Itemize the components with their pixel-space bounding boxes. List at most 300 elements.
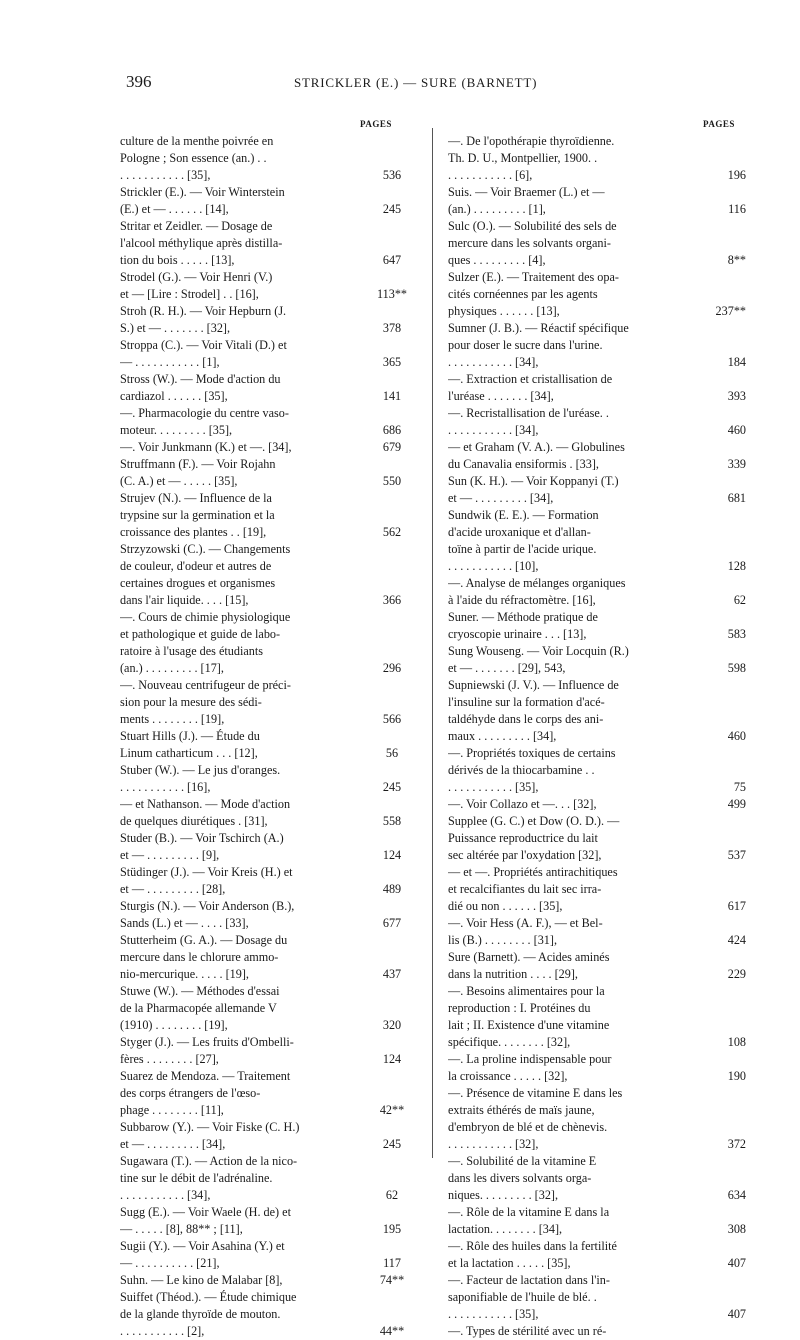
entry-page: 296 [382,661,402,675]
entry-text: Pologne ; Son essence (an.) . . [120,151,267,165]
index-entry-line [120,235,416,252]
entry-text: niques. . . . . . . . . [32], [448,1188,559,1202]
index-entry-line [120,1017,416,1034]
entry-text: (an.) . . . . . . . . . [17], [120,661,224,675]
index-entry-line [120,643,416,660]
index-entry-line [120,1068,416,1085]
entry-text: Stuwe (W.). — Méthodes d'essai [120,984,280,998]
entry-text: —. Besoins alimentaires pour la [448,984,605,998]
entry-page: 365 [382,355,402,369]
entry-text: —. La proline indispensable pour [448,1052,612,1066]
index-entry-line [448,201,746,218]
index-entry-line [120,1323,416,1340]
index-entry-line [448,303,746,320]
index-entry-line [120,1289,416,1306]
index-entry-line [120,847,416,864]
index-entry-line [448,1289,746,1306]
index-entry-line [120,745,416,762]
index-entry-line [448,1136,746,1153]
entry-text: taldéhyde dans le corps des ani- [448,712,604,726]
entry-text: Studer (B.). — Voir Tschirch (A.) [120,831,284,845]
entry-text: Stuber (W.). — Le jus d'oranges. [120,763,281,777]
index-entry-line [120,1000,416,1017]
entry-text: . . . . . . . . . . . [34], [120,1188,211,1202]
entry-page: 190 [727,1069,746,1083]
entry-page: 407 [727,1256,746,1270]
entry-text: — . . . . . . . . . . [21], [120,1256,220,1270]
index-entry-line [448,252,746,269]
entry-text: Struffmann (F.). — Voir Rojahn [120,457,276,471]
index-entry-line [120,813,416,830]
entry-page: 598 [727,661,746,675]
entry-text: Sundwik (E. E.). — Formation [448,508,599,522]
entry-page: 677 [382,916,402,930]
index-entry-line [448,898,746,915]
entry-text: (1910) . . . . . . . . [19], [120,1018,228,1032]
entry-text: . . . . . . . . . . . [32], [448,1137,539,1151]
index-entry-line [448,541,746,558]
entry-text: Sulc (O.). — Solubilité des sels de [448,219,617,233]
entry-text: de la Pharmacopée allemande V [120,1001,277,1015]
entry-page: 108 [727,1035,746,1049]
entry-text: Suiffet (Théod.). — Étude chimique [120,1290,297,1304]
index-entry-line [120,405,416,422]
entry-text: (E.) et — . . . . . . [14], [120,202,229,216]
entry-page: 393 [727,389,746,403]
entry-text: . . . . . . . . . . . [34], [448,423,539,437]
entry-page: 117 [383,1256,401,1270]
entry-text: . . . . . . . . . . . [2], [120,1324,205,1338]
entry-text: . . . . . . . . . . . [35], [448,780,539,794]
index-entry-line [448,337,746,354]
entry-text: Suner. — Méthode pratique de [448,610,598,624]
index-entry-line [448,796,746,813]
entry-text: extraits éthérés de maïs jaune, [448,1103,595,1117]
index-entry-line [120,133,416,150]
index-entry-line [448,677,746,694]
entry-page: 437 [382,967,402,981]
index-entry-line [448,1170,746,1187]
index-entry-line [448,558,746,575]
entry-page: 499 [727,797,746,811]
entry-page: 366 [382,593,402,607]
index-entry-line [448,694,746,711]
index-entry-line [448,524,746,541]
entry-text: tine sur le débit de l'adrénaline. [120,1171,273,1185]
entry-text: dans l'air liquide. . . . [15], [120,593,249,607]
entry-text: et — . . . . . . . . . [28], [120,882,226,896]
index-entry-line [448,1051,746,1068]
entry-page: 245 [382,202,402,216]
entry-text: — et Graham (V. A.). — Globulines [448,440,625,454]
index-entry-line [448,388,746,405]
entry-text: Sun (K. H.). — Voir Koppanyi (T.) [448,474,619,488]
index-entry-line [120,490,416,507]
entry-text: Stritar et Zeidler. — Dosage de [120,219,273,233]
entry-page: 128 [727,559,746,573]
running-head: STRICKLER (E.) — SURE (BARNETT) [294,75,538,90]
entry-text: Sulzer (E.). — Traitement des opa- [448,270,619,284]
entry-text: lis (B.) . . . . . . . . [31], [448,933,558,947]
index-entry-line [120,388,416,405]
entry-page: 460 [727,423,746,437]
entry-text: Strodel (G.). — Voir Henri (V.) [120,270,273,284]
index-entry-line [448,609,746,626]
entry-page: 378 [382,321,402,335]
entry-page: 44** [379,1324,405,1338]
entry-text: Suis. — Voir Braemer (L.) et — [448,185,605,199]
index-entry-line [120,881,416,898]
column-divider [432,128,433,1158]
entry-text: moteur. . . . . . . . . [35], [120,423,233,437]
index-entry-line [448,1119,746,1136]
entry-page: 196 [727,168,746,182]
index-entry-line [448,218,746,235]
entry-page: 536 [382,168,402,182]
entry-text: reproduction : I. Protéines du [448,1001,591,1015]
entry-text: Supplee (G. C.) et Dow (O. D.). — [448,814,620,828]
index-entry-line [448,847,746,864]
entry-page: 245 [382,780,402,794]
index-entry-line [448,320,746,337]
entry-text: et pathologique et guide de labo- [120,627,281,641]
entry-text: la croissance . . . . . [32], [448,1069,568,1083]
index-entry-line [448,507,746,524]
entry-text: et — . . . . . . . [29], 543, [448,661,566,675]
entry-text: —. Extraction et cristallisation de [448,372,613,386]
entry-text: de la glande thyroïde de mouton. [120,1307,281,1321]
index-entry-line [448,864,746,881]
entry-page: 42** [379,1103,405,1117]
index-entry-line [448,286,746,303]
entry-text: toïne à partir de l'acide urique. [448,542,597,556]
index-entry-line [120,1136,416,1153]
entry-text: dérivés de la thiocarbamine . . [448,763,595,777]
index-entry-line [120,677,416,694]
index-entry-line [448,1102,746,1119]
index-entry-line [448,184,746,201]
index-entry-line [120,796,416,813]
index-entry-line [120,694,416,711]
index-entry-line [448,422,746,439]
entry-text: . . . . . . . . . . . [35], [448,1307,539,1321]
index-entry-line [448,405,746,422]
entry-text: et — . . . . . . . . . [34], [120,1137,226,1151]
index-entry-line [120,354,416,371]
entry-page: 679 [382,440,402,454]
entry-text: — . . . . . . . . . . . [1], [120,355,220,369]
entry-text: — . . . . . [8], 88** ; [11], [120,1222,243,1236]
entry-page: 116 [728,202,746,216]
entry-text: — et Nathanson. — Mode d'action [120,797,291,811]
entry-text: —. Nouveau centrifugeur de préci- [120,678,291,692]
index-entry-line [448,1085,746,1102]
entry-text: tion du bois . . . . . [13], [120,253,235,267]
entry-page: 74** [379,1273,405,1287]
entry-page: 686 [382,423,402,437]
index-entry-line [120,439,416,456]
index-entry-line [448,1017,746,1034]
entry-text: lactation. . . . . . . . [34], [448,1222,563,1236]
index-entry-line [120,1255,416,1272]
entry-text: —. Cours de chimie physiologique [120,610,291,624]
entry-text: Strzyzowski (C.). — Changements [120,542,291,556]
entry-text: certaines drogues et organismes [120,576,276,590]
index-entry-line [448,167,746,184]
index-entry-line [448,1272,746,1289]
entry-text: et — . . . . . . . . . [9], [120,848,220,862]
entry-text: et — [Lire : Strodel] . . [16], [120,287,259,301]
index-entry-line [120,864,416,881]
entry-text: des corps étrangers de l'œso- [120,1086,261,1100]
entry-page: 339 [727,457,746,471]
entry-text: mercure dans le chlorure ammo- [120,950,279,964]
entry-page: 75 [733,780,746,794]
index-entry-line [448,473,746,490]
entry-text: Sure (Barnett). — Acides aminés [448,950,610,964]
index-entry-line [120,660,416,677]
entry-page: 372 [727,1137,746,1151]
entry-text: dié ou non . . . . . . [35], [448,899,563,913]
entry-page: 113** [376,287,408,301]
entry-page: 617 [727,899,746,913]
entry-text: sec altérée par l'oxydation [32], [448,848,602,862]
index-entry-line [120,541,416,558]
entry-text: —. Solubilité de la vitamine E [448,1154,597,1168]
index-entry-line [120,269,416,286]
entry-text: —. Voir Collazo et —. . . [32], [448,797,597,811]
index-entry-line [120,1221,416,1238]
entry-text: Sugg (E.). — Voir Waele (H. de) et [120,1205,291,1219]
entry-text: —. Voir Junkmann (K.) et —. [34], [120,440,292,454]
entry-text: Sands (L.) et — . . . . [33], [120,916,249,930]
index-entry-line [120,728,416,745]
entry-text: Stross (W.). — Mode d'action du [120,372,281,386]
entry-text: Sturgis (N.). — Voir Anderson (B.), [120,899,295,913]
entry-text: ques . . . . . . . . . [4], [448,253,546,267]
entry-page: 320 [382,1018,402,1032]
entry-text: dans la nutrition . . . . [29], [448,967,578,981]
entry-text: croissance des plantes . . [19], [120,525,267,539]
index-entry-line [448,915,746,932]
entry-text: . . . . . . . . . . . [16], [120,780,211,794]
entry-page: 424 [727,933,746,947]
index-entry-line [120,337,416,354]
index-entry-line [448,1204,746,1221]
entry-text: Supniewski (J. V.). — Influence de [448,678,619,692]
entry-page: 124 [382,848,402,862]
entry-page: 62 [733,593,746,607]
index-entry-line [120,1272,416,1289]
entry-text: culture de la menthe poivrée en [120,134,274,148]
entry-text: cryoscopie urinaire . . . [13], [448,627,587,641]
index-entry-line [448,983,746,1000]
entry-text: Th. D. U., Montpellier, 1900. . [448,151,598,165]
index-entry-line [120,371,416,388]
entry-page: 562 [382,525,402,539]
index-entry-line [448,643,746,660]
entry-text: Strickler (E.). — Voir Winterstein [120,185,285,199]
index-entry-line [120,252,416,269]
index-entry-line [120,592,416,609]
entry-text: de couleur, d'odeur et autres de [120,559,272,573]
entry-page: 229 [727,967,746,981]
entry-text: mercure dans les solvants organi- [448,236,611,250]
index-entry-line [448,966,746,983]
entry-text: cardiazol . . . . . . [35], [120,389,228,403]
index-entry-line [448,830,746,847]
entry-text: Strujev (N.). — Influence de la [120,491,272,505]
entry-text: Stutterheim (G. A.). — Dosage du [120,933,288,947]
index-entry-line [448,490,746,507]
index-entry-line [120,830,416,847]
index-entry-line [120,1102,416,1119]
index-entry-line [448,1187,746,1204]
index-entry-line [448,1153,746,1170]
index-entry-line [448,728,746,745]
index-entry-line [120,167,416,184]
index-entry-line [120,575,416,592]
entry-page: 245 [382,1137,402,1151]
entry-text: Sumner (J. B.). — Réactif spécifique [448,321,629,335]
entry-page: 460 [727,729,746,743]
index-entry-line [448,1323,746,1340]
entry-text: et — . . . . . . . . . [34], [448,491,554,505]
index-entry-line [120,966,416,983]
entry-text: saponifiable de l'huile de blé. . [448,1290,597,1304]
index-entry-line [120,184,416,201]
entry-page: 681 [727,491,746,505]
index-entry-line [120,1085,416,1102]
index-entry-line [120,303,416,320]
index-entry-line [448,456,746,473]
entry-text: —. Rôle de la vitamine E dans la [448,1205,610,1219]
entry-text: —. Analyse de mélanges organiques [448,576,626,590]
entry-page: 308 [727,1222,746,1236]
index-entry-line [448,1306,746,1323]
entry-text: ratoire à l'usage des étudiants [120,644,263,658]
entry-page: 141 [382,389,402,403]
entry-text: (an.) . . . . . . . . . [1], [448,202,546,216]
entry-page: 407 [727,1307,746,1321]
entry-text: maux . . . . . . . . . [34], [448,729,557,743]
page-number: 396 [126,72,152,91]
index-entry-line [120,558,416,575]
index-entry-line [448,932,746,949]
index-entry-line [120,150,416,167]
index-entry-line [448,1068,746,1085]
entry-text: phage . . . . . . . . [11], [120,1103,224,1117]
entry-text: et la lactation . . . . . [35], [448,1256,571,1270]
entry-page: 124 [382,1052,402,1066]
entry-text: —. Voir Hess (A. F.), — et Bel- [448,916,603,930]
index-entry-line [120,711,416,728]
index-entry-line [120,286,416,303]
index-entry-line [120,201,416,218]
entry-text: Stuart Hills (J.). — Étude du [120,729,260,743]
entry-text: lait ; II. Existence d'une vitamine [448,1018,610,1032]
entry-page: 566 [382,712,402,726]
entry-text: du Canavalia ensiformis . [33], [448,457,599,471]
entry-page: 583 [727,627,746,641]
entry-text: Linum catharticum . . . [12], [120,746,258,760]
entry-text: et recalcifiantes du lait sec irra- [448,882,602,896]
index-entry-line [448,660,746,677]
index-entry-line [448,1000,746,1017]
entry-text: Puissance reproductrice du lait [448,831,598,845]
right-column [448,133,746,1340]
entry-text: —. Présence de vitamine E dans les [448,1086,623,1100]
pages-label-left: PAGES [360,119,392,129]
entry-text: d'embryon de blé et de chènevis. [448,1120,608,1134]
left-column [120,133,416,1340]
entry-text: sion pour la mesure des sédi- [120,695,262,709]
index-entry-line [448,371,746,388]
index-entry-line [120,320,416,337]
entry-text: spécifique. . . . . . . . [32], [448,1035,571,1049]
entry-text: d'acide uroxanique et d'allan- [448,525,591,539]
entry-text: à l'aide du réfractomètre. [16], [448,593,596,607]
entry-text: —. Recristallisation de l'uréase. . [448,406,609,420]
entry-text: nio-mercurique. . . . . [19], [120,967,249,981]
index-entry-line [120,456,416,473]
entry-page: 558 [382,814,402,828]
entry-page: 56 [385,746,399,760]
entry-text: fères . . . . . . . . [27], [120,1052,219,1066]
entry-text: l'uréase . . . . . . . [34], [448,389,554,403]
entry-text: —. Facteur de lactation dans l'in- [448,1273,610,1287]
entry-text: trypsine sur la germination et la [120,508,275,522]
index-entry-line [120,898,416,915]
index-entry-line [448,711,746,728]
entry-text: . . . . . . . . . . . [34], [448,355,539,369]
entry-page: 184 [727,355,746,369]
index-entry-line [448,1221,746,1238]
index-entry-line [120,1119,416,1136]
entry-text: pour doser le sucre dans l'urine. [448,338,603,352]
entry-page: 8** [727,253,746,267]
index-entry-line [448,1034,746,1051]
index-entry-line [120,983,416,1000]
entry-text: l'alcool méthylique après distilla- [120,236,283,250]
entry-page: 634 [727,1188,746,1202]
index-entry-line [448,626,746,643]
index-entry-line [448,813,746,830]
index-entry-line [448,1238,746,1255]
entry-text: Sugawara (T.). — Action de la nico- [120,1154,298,1168]
index-entry-line [448,592,746,609]
entry-text: de quelques diurétiques . [31], [120,814,268,828]
index-entry-line [448,575,746,592]
index-entry-line [120,1051,416,1068]
index-entry-line [120,626,416,643]
index-entry-line [448,1255,746,1272]
index-entry-line [120,932,416,949]
entry-page: 550 [382,474,402,488]
index-entry-line [120,1187,416,1204]
index-entry-line [120,1034,416,1051]
entry-page: 195 [382,1222,402,1236]
index-entry-line [120,218,416,235]
index-entry-line [120,762,416,779]
entry-page: 647 [382,253,402,267]
entry-page: 62 [385,1188,399,1202]
entry-text: Stroppa (C.). — Voir Vitali (D.) et [120,338,287,352]
entry-page: 489 [382,882,402,896]
entry-text: physiques . . . . . . [13], [448,304,560,318]
index-entry-line [448,133,746,150]
entry-text: Suarez de Mendoza. — Traitement [120,1069,291,1083]
